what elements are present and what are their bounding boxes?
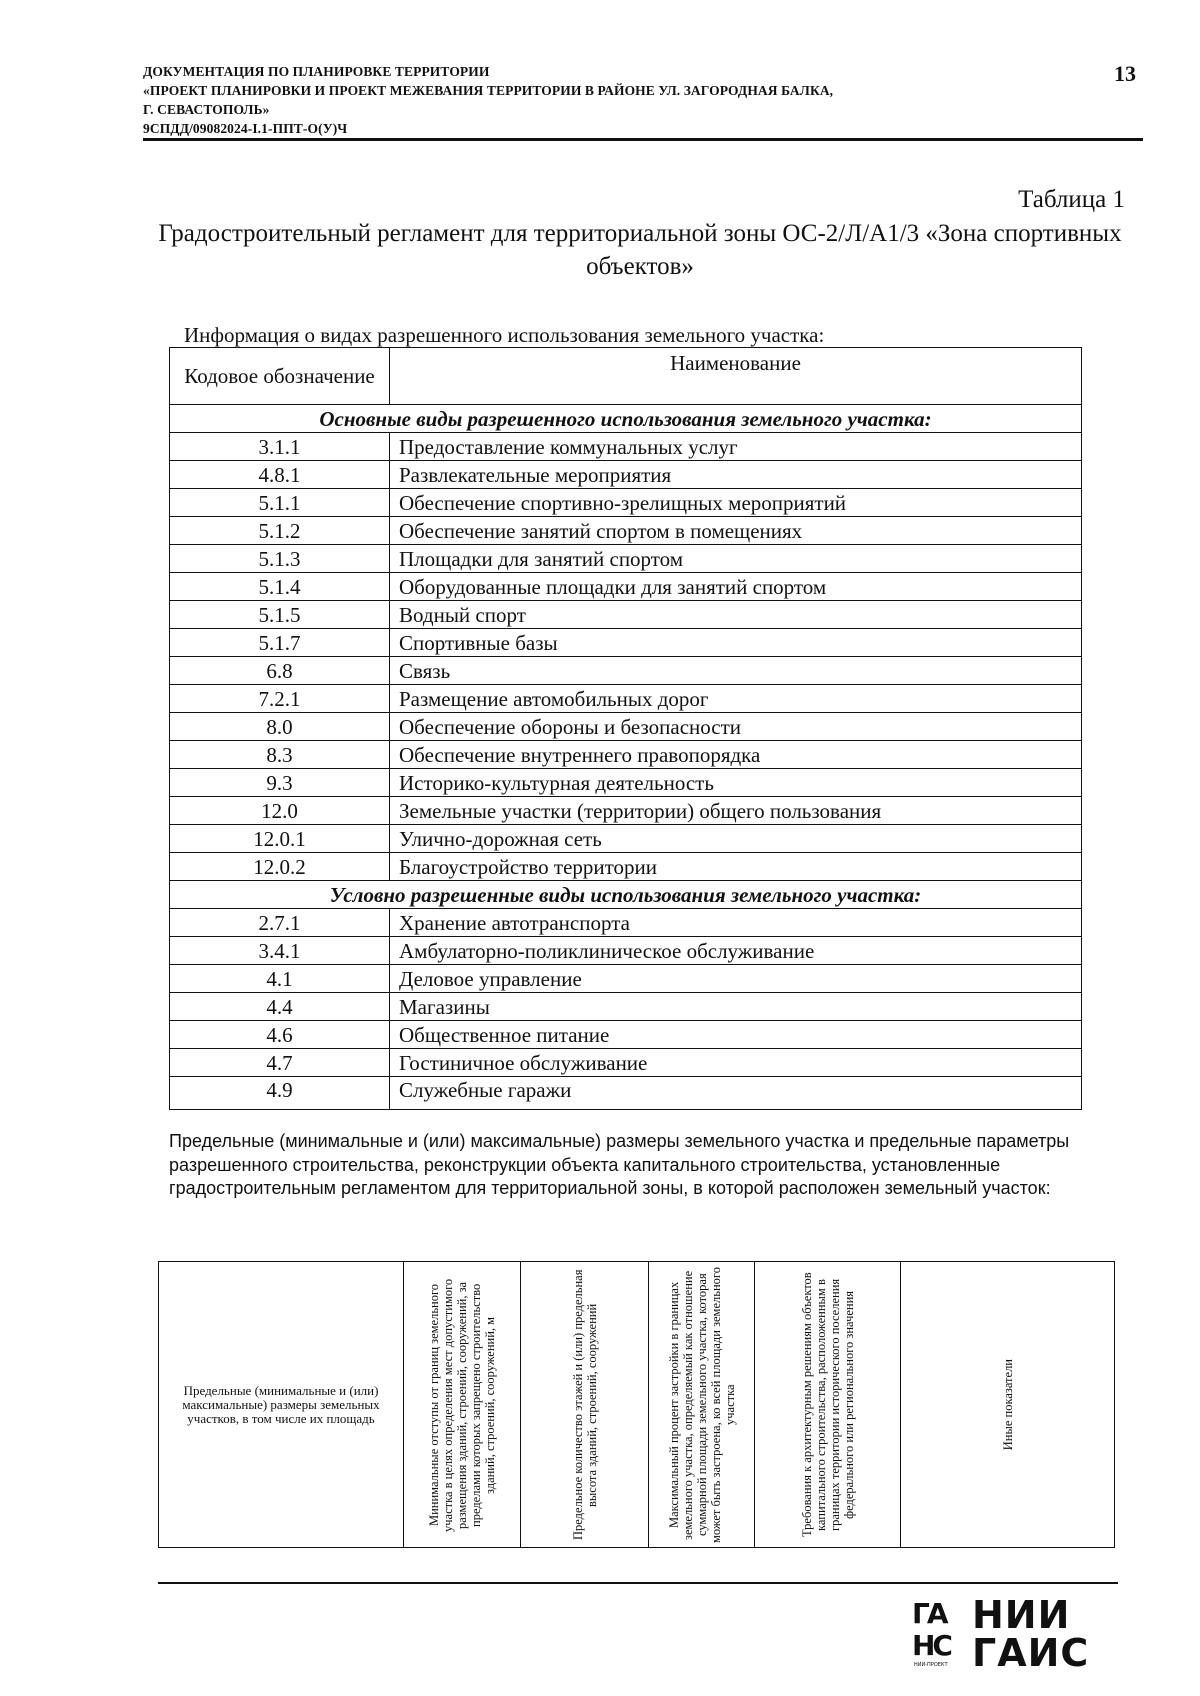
table-row bbox=[170, 797, 1082, 825]
section-title-main: Основные виды разрешенного использования земельного участка: bbox=[170, 405, 1082, 433]
use-code: 9.3 bbox=[170, 769, 390, 797]
section-row-main bbox=[170, 405, 1082, 433]
use-code: 5.1.3 bbox=[170, 545, 390, 573]
document-header bbox=[143, 62, 1113, 138]
header-line-2: «ПРОЕКТ ПЛАНИРОВКИ И ПРОЕКТ МЕЖЕВАНИЯ ТЕРРИТОРИИ В РАЙОНЕ УЛ. ЗАГОРОДНАЯ БАЛКА, bbox=[143, 83, 834, 98]
table-row bbox=[170, 853, 1082, 881]
use-name: Обеспечение занятий спортом в помещениях bbox=[390, 517, 1082, 545]
use-name: Хранение автотранспорта bbox=[390, 909, 1082, 937]
use-name: Развлекательные мероприятия bbox=[390, 461, 1082, 489]
use-name: Водный спорт bbox=[390, 601, 1082, 629]
table-row bbox=[170, 769, 1082, 797]
table-row bbox=[170, 517, 1082, 545]
header-line-4: 9СПДД/09082024-I.1-ППТ-О(У)Ч bbox=[143, 121, 348, 136]
table-row bbox=[170, 685, 1082, 713]
use-name: Магазины bbox=[390, 993, 1082, 1021]
logo-mark-icon: ГА НС НИИ-ПРОЕКТ bbox=[912, 1597, 950, 1668]
param-col-coverage: Максимальный процент застройки в границах земельного участка, определяемый как отношение суммарной площади земельного участка, которая может быть застроена, ко всей площади земельного участка bbox=[649, 1262, 755, 1548]
column-header-name: Наименование bbox=[390, 348, 1082, 405]
use-code: 4.6 bbox=[170, 1021, 390, 1049]
section-row-conditional bbox=[170, 881, 1082, 909]
use-name: Связь bbox=[390, 657, 1082, 685]
use-name: Улично-дорожная сеть bbox=[390, 825, 1082, 853]
use-name: Благоустройство территории bbox=[390, 853, 1082, 881]
param-col-plot-size: Предельные (минимальные и (или) максимальные) размеры земельных участков, в том числе их площадь bbox=[159, 1262, 404, 1548]
use-name: Площадки для занятий спортом bbox=[390, 545, 1082, 573]
table-row bbox=[170, 993, 1082, 1021]
use-code: 7.2.1 bbox=[170, 685, 390, 713]
use-code: 12.0.2 bbox=[170, 853, 390, 881]
use-code: 2.7.1 bbox=[170, 909, 390, 937]
table-row bbox=[170, 965, 1082, 993]
table-row bbox=[170, 713, 1082, 741]
use-code: 5.1.5 bbox=[170, 601, 390, 629]
use-name: Оборудованные площадки для занятий спортом bbox=[390, 573, 1082, 601]
use-code: 8.0 bbox=[170, 713, 390, 741]
table-row bbox=[170, 489, 1082, 517]
param-col-other: Иные показатели bbox=[901, 1262, 1115, 1548]
use-name: Амбулаторно-поликлиническое обслуживание bbox=[390, 937, 1082, 965]
table-row bbox=[170, 937, 1082, 965]
table-row bbox=[170, 601, 1082, 629]
use-name: Обеспечение обороны и безопасности bbox=[390, 713, 1082, 741]
section-title-conditional: Условно разрешенные виды использования земельного участка: bbox=[170, 881, 1082, 909]
use-name: Историко-культурная деятельность bbox=[390, 769, 1082, 797]
use-code: 4.7 bbox=[170, 1049, 390, 1077]
use-code: 6.8 bbox=[170, 657, 390, 685]
parameters-header-row bbox=[159, 1262, 1115, 1548]
header-line-1: ДОКУМЕНТАЦИЯ ПО ПЛАНИРОВКЕ ТЕРРИТОРИИ bbox=[143, 64, 490, 79]
use-code: 8.3 bbox=[170, 741, 390, 769]
param-col-setbacks: Минимальные отступы от границ земельного участка в целях определения мест допустимого размещения зданий, строений, сооружений, за пределами которых запрещено строительство зданий, строений, сооружений, м bbox=[404, 1262, 521, 1548]
table-row bbox=[170, 909, 1082, 937]
use-code: 12.0.1 bbox=[170, 825, 390, 853]
table-row bbox=[170, 1021, 1082, 1049]
use-code: 4.9 bbox=[170, 1077, 390, 1110]
header-divider bbox=[143, 138, 1143, 141]
table-row bbox=[170, 629, 1082, 657]
use-name: Гостиничное обслуживание bbox=[390, 1049, 1082, 1077]
use-name: Предоставление коммунальных услуг bbox=[390, 433, 1082, 461]
table-header-row bbox=[170, 348, 1082, 405]
page-title: Градостроительный регламент для территориальной зоны ОС-2/Л/А1/3 «Зона спортивных объектов» bbox=[158, 220, 1122, 280]
footer-divider bbox=[158, 1582, 1118, 1584]
table-label: Таблица 1 bbox=[1018, 186, 1125, 213]
use-code: 5.1.1 bbox=[170, 489, 390, 517]
use-code: 4.8.1 bbox=[170, 461, 390, 489]
use-code: 5.1.2 bbox=[170, 517, 390, 545]
table-row bbox=[170, 741, 1082, 769]
table-row bbox=[170, 657, 1082, 685]
uses-table-caption: Информация о видах разрешенного использования земельного участка: bbox=[184, 323, 825, 347]
table-row bbox=[170, 573, 1082, 601]
table-row bbox=[170, 545, 1082, 573]
table-row bbox=[170, 1077, 1082, 1110]
use-name: Обеспечение внутреннего правопорядка bbox=[390, 741, 1082, 769]
parameters-table bbox=[158, 1261, 1115, 1548]
logo-wordmark: НИИ ГАИС bbox=[972, 1593, 1090, 1675]
use-code: 3.1.1 bbox=[170, 433, 390, 461]
use-name: Спортивные базы bbox=[390, 629, 1082, 657]
use-name: Служебные гаражи bbox=[390, 1077, 1082, 1110]
header-line-3: Г. СЕВАСТОПОЛЬ» bbox=[143, 102, 270, 117]
use-code: 4.1 bbox=[170, 965, 390, 993]
use-name: Обеспечение спортивно-зрелищных мероприятий bbox=[390, 489, 1082, 517]
use-code: 3.4.1 bbox=[170, 937, 390, 965]
table-row bbox=[170, 433, 1082, 461]
use-code: 5.1.4 bbox=[170, 573, 390, 601]
use-name: Размещение автомобильных дорог bbox=[390, 685, 1082, 713]
use-code: 12.0 bbox=[170, 797, 390, 825]
table-row bbox=[170, 461, 1082, 489]
table-row bbox=[170, 1049, 1082, 1077]
permitted-uses-table bbox=[169, 347, 1082, 1110]
use-code: 4.4 bbox=[170, 993, 390, 1021]
use-name: Деловое управление bbox=[390, 965, 1082, 993]
use-name: Земельные участки (территории) общего пользования bbox=[390, 797, 1082, 825]
page-number: 13 bbox=[1114, 61, 1136, 86]
param-col-architecture: Требования к архитектурным решениям объектов капитального строительства, расположенным в границах территории исторического поселения федерального или регионального значения bbox=[755, 1262, 901, 1548]
param-col-floors: Предельное количество этажей и (или) предельная высота зданий, строений, сооружений bbox=[521, 1262, 649, 1548]
column-header-code: Кодовое обозначение bbox=[170, 348, 390, 405]
company-logo bbox=[912, 1593, 1102, 1676]
params-description: Предельные (минимальные и (или) максимальные) размеры земельного участка и предельные параметры разрешенного строительства, реконструкции объекта капитального строительства, установленные градостроительным регламентом для территориальной зоны, в которой расположен земельный участок: bbox=[169, 1131, 1070, 1198]
use-code: 5.1.7 bbox=[170, 629, 390, 657]
use-name: Общественное питание bbox=[390, 1021, 1082, 1049]
table-row bbox=[170, 825, 1082, 853]
